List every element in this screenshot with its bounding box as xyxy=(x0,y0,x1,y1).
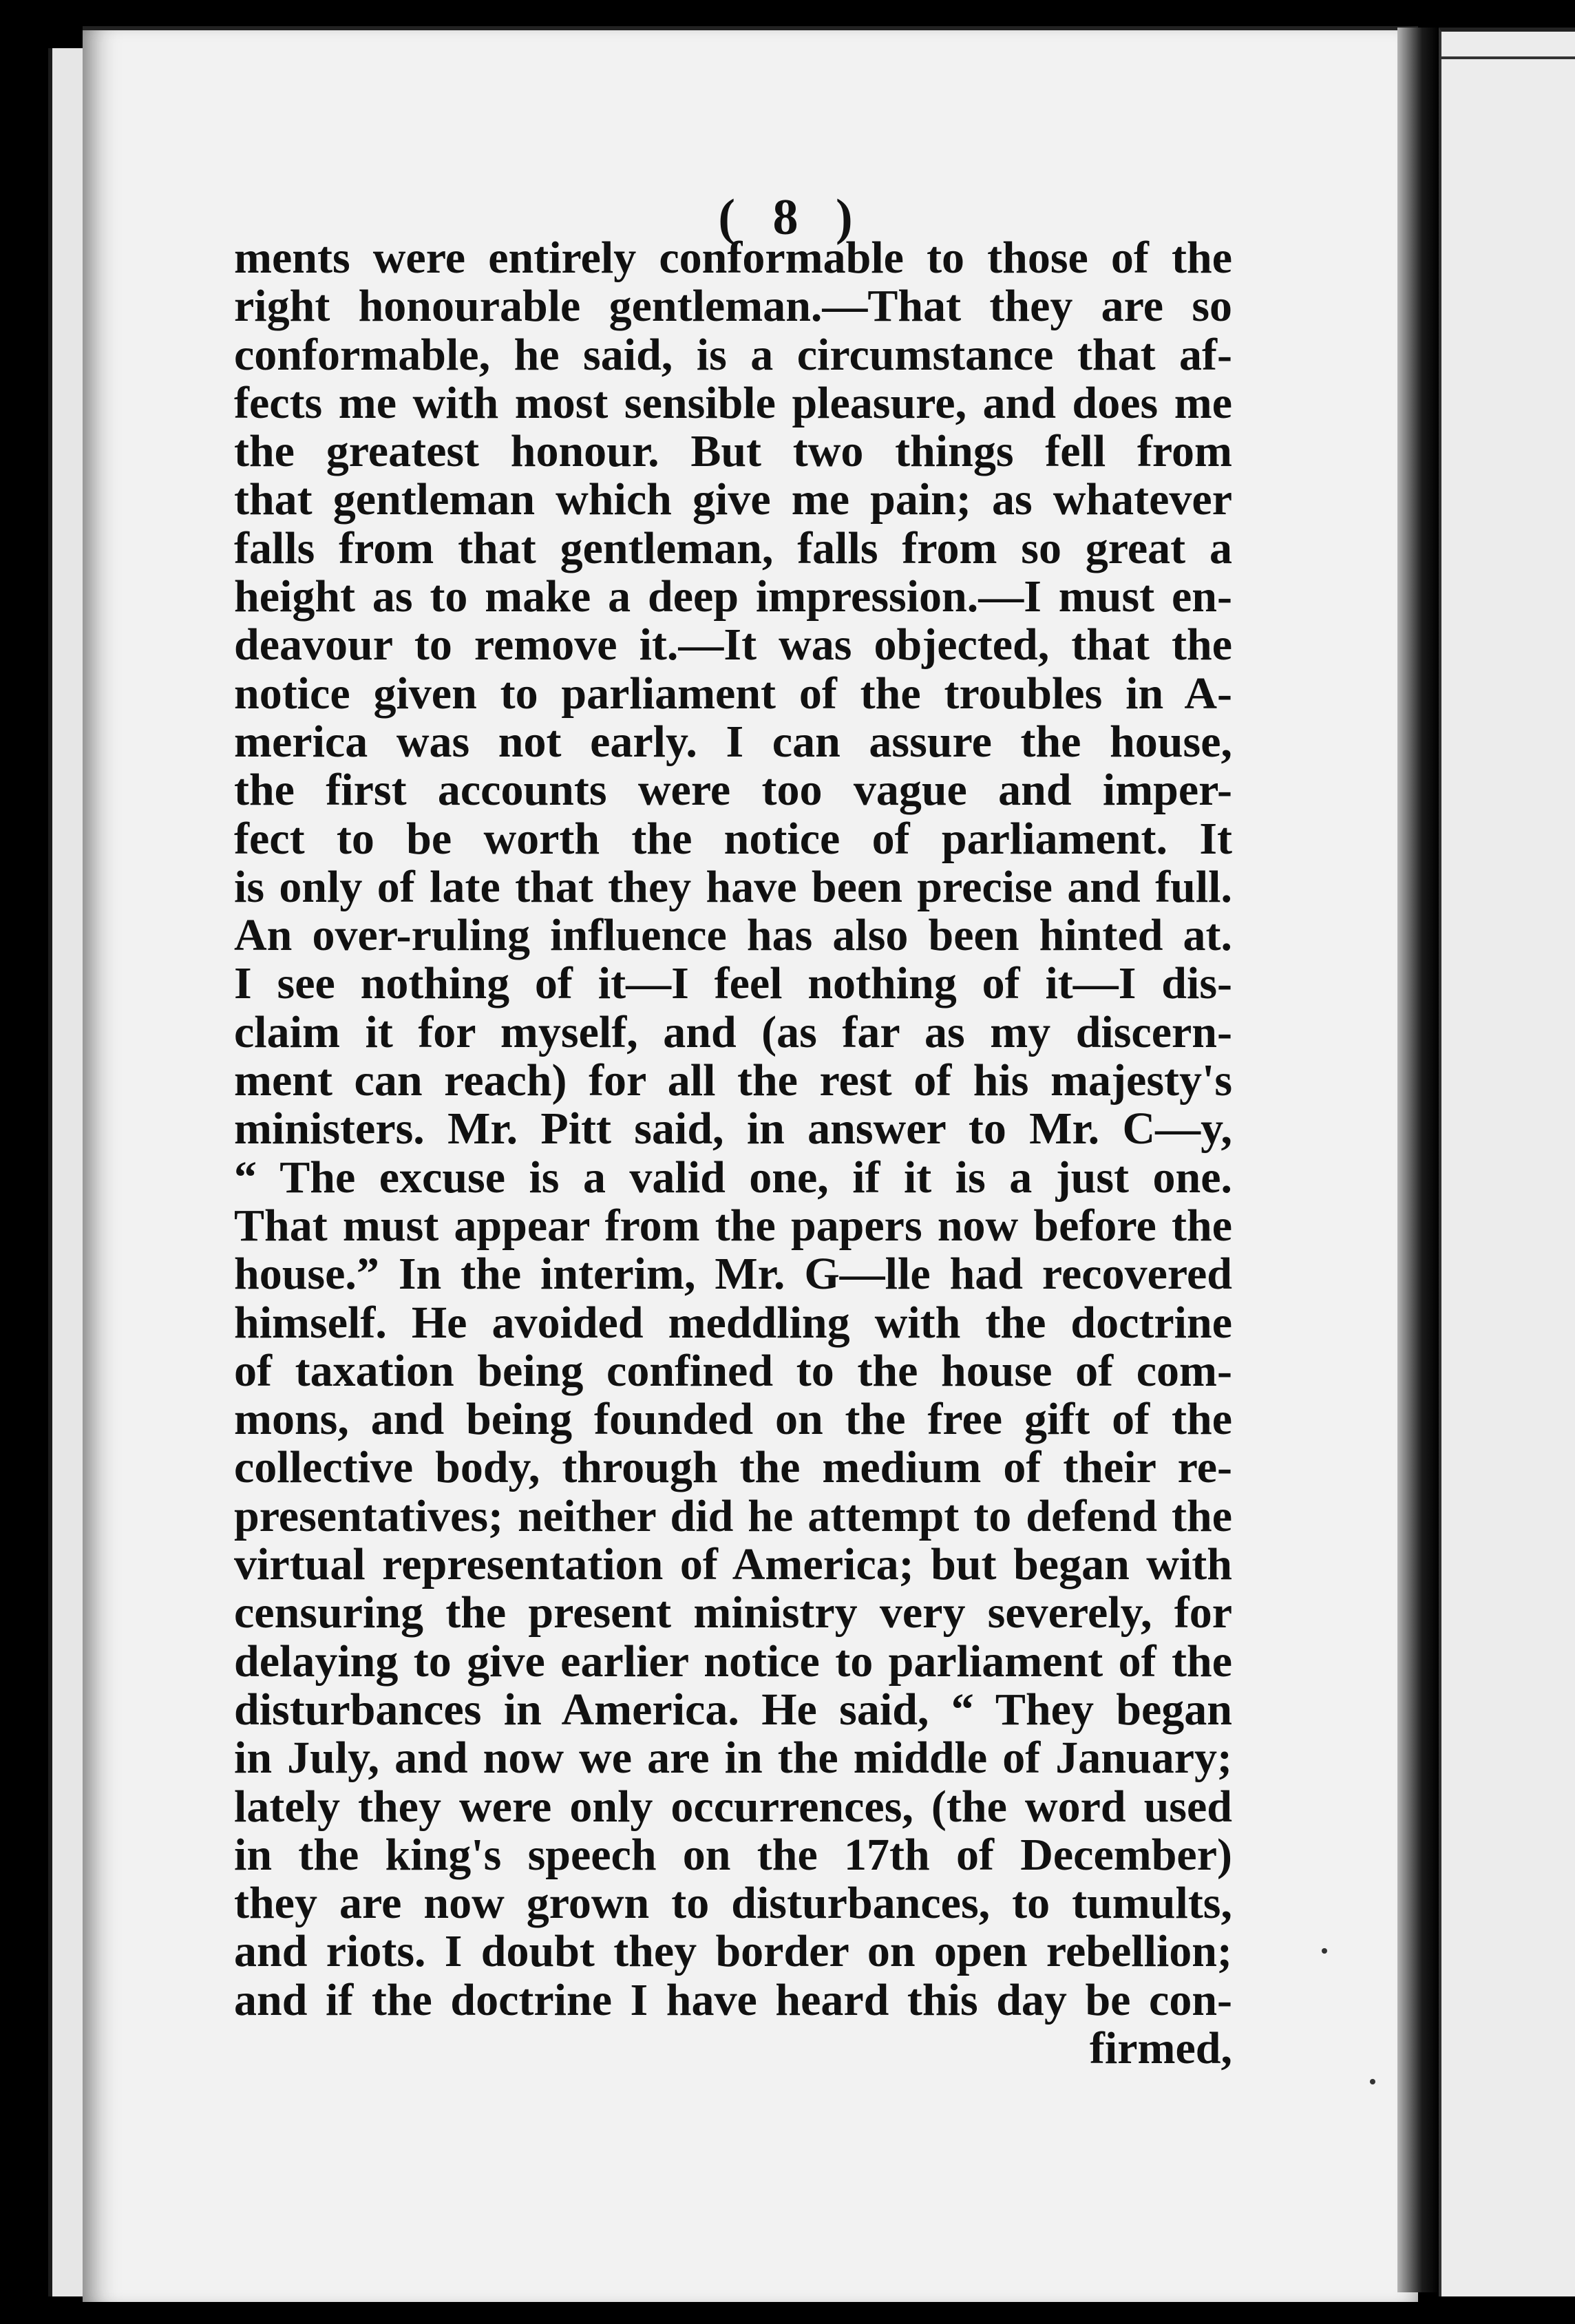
text-line: the greatest honour. But two things fell from xyxy=(234,426,1232,477)
text-line: lately they were only occurrences, (the word used xyxy=(234,1781,1232,1832)
catchword: firmed, xyxy=(1089,2022,1232,2073)
text-line: That must appear from the papers now before the xyxy=(234,1200,1232,1251)
paper-speck xyxy=(1322,1948,1327,1954)
text-line: in the king's speech on the 17th of December) xyxy=(234,1829,1232,1880)
text-line: censuring the present ministry very severely, for xyxy=(234,1587,1232,1638)
text-line: delaying to give earlier notice to parliament of the xyxy=(234,1636,1232,1687)
paper-speck xyxy=(1370,2079,1375,2084)
text-line: house.” In the interim, Mr. G—lle had recovered xyxy=(234,1249,1232,1300)
text-line: claim it for myself, and (as far as my discern- xyxy=(234,1006,1232,1057)
text-line: himself. He avoided meddling with the doctrine xyxy=(234,1297,1232,1348)
text-line: An over-ruling influence has also been hinted at. xyxy=(234,910,1232,961)
text-line: merica was not early. I can assure the house, xyxy=(234,716,1232,767)
text-line: disturbances in America. He said, “ They began xyxy=(234,1684,1232,1735)
text-line: ministers. Mr. Pitt said, in answer to Mr. C—y, xyxy=(234,1103,1232,1154)
text-line: height as to make a deep impression.—I must en- xyxy=(234,571,1232,622)
page-number: ( 8 ) xyxy=(718,189,865,246)
text-line: deavour to remove it.—It was objected, that the xyxy=(234,620,1232,670)
text-line: conformable, he said, is a circumstance that af- xyxy=(234,329,1232,380)
text-line: fects me with most sensible pleasure, and does me xyxy=(234,377,1232,428)
text-line: mons, and being founded on the free gift of the xyxy=(234,1394,1232,1445)
text-line: and riots. I doubt they border on open rebellion; xyxy=(234,1926,1232,1977)
text-line: virtual representation of America; but began with xyxy=(234,1539,1232,1590)
binding-gutter xyxy=(1397,28,1439,2292)
text-line: they are now grown to disturbances, to tumults, xyxy=(234,1878,1232,1929)
text-line: the first accounts were too vague and imper- xyxy=(234,765,1232,816)
text-line: presentatives; neither did he attempt to defend the xyxy=(234,1490,1232,1541)
text-line: falls from that gentleman, falls from so great a xyxy=(234,522,1232,573)
text-line: ments were entirely conformable to those of the xyxy=(234,233,1232,283)
text-line: “ The excuse is a valid one, if it is a just one. xyxy=(234,1152,1232,1203)
facing-page-edge xyxy=(1439,28,1575,2296)
text-line: I see nothing of it—I feel nothing of it—I dis- xyxy=(234,958,1232,1009)
text-line: in July, and now we are in the middle of January; xyxy=(234,1733,1232,1784)
text-line: collective body, through the medium of their re- xyxy=(234,1442,1232,1493)
facing-page-rule xyxy=(1441,56,1575,59)
page-edge-left xyxy=(48,48,87,2296)
text-line: of taxation being confined to the house of com- xyxy=(234,1345,1232,1396)
text-line: and if the doctrine I have heard this day be con- xyxy=(234,1974,1232,2025)
text-line: right honourable gentleman.—That they are so xyxy=(234,281,1232,332)
text-line: notice given to parliament of the troubles in A- xyxy=(234,668,1232,719)
text-line: is only of late that they have been precise and full. xyxy=(234,861,1232,912)
body-text xyxy=(234,234,1232,2073)
text-line: fect to be worth the notice of parliament. It xyxy=(234,813,1232,864)
text-line: that gentleman which give me pain; as whatever xyxy=(234,474,1232,525)
text-line: ment can reach) for all the rest of his majesty's xyxy=(234,1055,1232,1106)
